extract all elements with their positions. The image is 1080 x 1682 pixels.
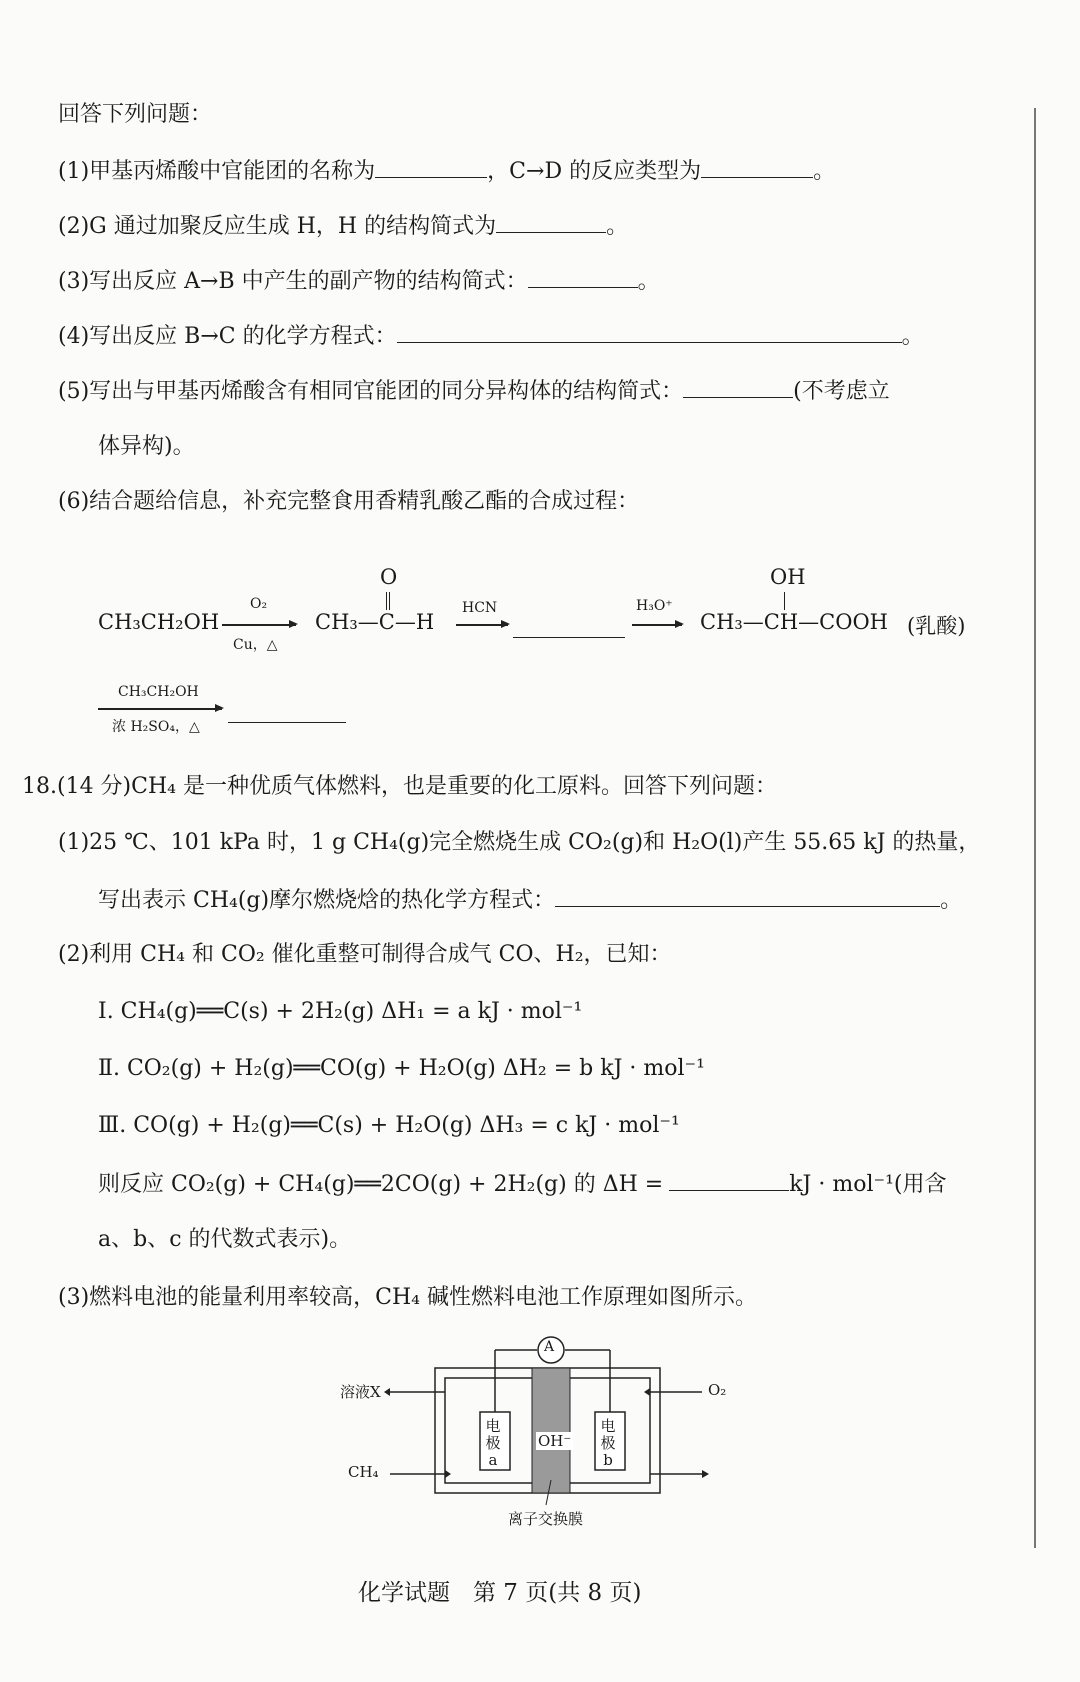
condition-cu: Cu，△ bbox=[233, 637, 278, 653]
electrode-b-label: 电 极 b bbox=[600, 1417, 616, 1469]
reaction-arrow bbox=[98, 708, 222, 710]
answer-blank[interactable] bbox=[375, 155, 487, 178]
answer-blank[interactable] bbox=[669, 1168, 789, 1191]
o2-inlet-label: O₂ bbox=[708, 1381, 727, 1399]
arrow-out-right bbox=[702, 1470, 709, 1478]
equation-2: Ⅱ. CO₂(g) + H₂(g)══CO(g) + H₂O(g) ΔH₂ = b kJ · mol⁻¹ bbox=[98, 1056, 705, 1081]
arrow-in-o2 bbox=[644, 1388, 650, 1396]
condition-ethanol: CH₃CH₂OH bbox=[118, 684, 199, 700]
condition-h3o: H₃O⁺ bbox=[636, 598, 673, 614]
question-17-4: (4)写出反应 B→C 的化学方程式： 。 bbox=[58, 320, 924, 352]
section-header: 回答下列问题： bbox=[58, 102, 213, 127]
answer-blank[interactable] bbox=[683, 375, 793, 398]
condition-h2so4: 浓 H₂SO₄，△ bbox=[112, 719, 200, 735]
ch4-inlet-label: CH₄ bbox=[348, 1463, 379, 1481]
question-18-title: 18.(14 分)CH₄ 是一种优质气体燃料，也是重要的化工原料。回答下列问题： bbox=[22, 774, 777, 799]
answer-blank[interactable] bbox=[528, 265, 638, 288]
question-18-2: (2)利用 CH₄ 和 CO₂ 催化重整可制得合成气 CO、H₂，已知： bbox=[58, 942, 672, 967]
acetaldehyde: CH₃—C—H bbox=[315, 610, 435, 634]
equation-3: Ⅲ. CO(g) + H₂(g)══C(s) + H₂O(g) ΔH₃ = c kJ · mol⁻¹ bbox=[98, 1113, 680, 1138]
page-footer: 化学试题 第 7 页(共 8 页) bbox=[358, 1580, 642, 1606]
hydroxide-label: OH⁻ bbox=[538, 1432, 572, 1450]
reaction-arrow bbox=[222, 624, 296, 626]
fuel-cell-svg bbox=[360, 1330, 740, 1520]
answer-blank[interactable] bbox=[496, 210, 606, 233]
question-17-2: (2)G 通过加聚反应生成 H，H 的结构简式为 。 bbox=[58, 210, 628, 242]
question-17-1: (1)甲基丙烯酸中官能团的名称为 ，C→D 的反应类型为 。 bbox=[58, 155, 835, 187]
equation-1: Ⅰ. CH₄(g)══C(s) + 2H₂(g) ΔH₁ = a kJ · mol⁻¹ bbox=[98, 999, 583, 1024]
lactic-acid-name: (乳酸) bbox=[907, 614, 966, 638]
arrow-in-ch4 bbox=[445, 1470, 451, 1478]
ammeter-label: A bbox=[544, 1339, 555, 1355]
question-17-5: (5)写出与甲基丙烯酸含有相同官能团的同分异构体的结构简式： (不考虑立 bbox=[58, 375, 890, 407]
answer-blank[interactable] bbox=[513, 615, 625, 638]
ethanol: CH₃CH₂OH bbox=[98, 610, 220, 634]
question-17-5-cont: 体异构)。 bbox=[98, 434, 195, 459]
answer-blank[interactable] bbox=[397, 320, 902, 343]
question-18-2-cont: a、b、c 的代数式表示)。 bbox=[98, 1227, 352, 1252]
lactic-acid: CH₃—CH—COOH bbox=[700, 610, 888, 634]
reaction-arrow bbox=[632, 624, 682, 626]
membrane-label: 离子交换膜 bbox=[508, 1510, 584, 1528]
carbonyl-oxygen: O bbox=[380, 565, 398, 589]
ion-exchange-membrane bbox=[532, 1368, 570, 1493]
solution-x-label: 溶液X bbox=[340, 1383, 381, 1401]
question-17-3: (3)写出反应 A→B 中产生的副产物的结构简式： 。 bbox=[58, 265, 660, 297]
question-18-2-ask: 则反应 CO₂(g) + CH₄(g)══2CO(g) + 2H₂(g) 的 ΔH = kJ · mol⁻¹(用含 bbox=[98, 1168, 947, 1200]
condition-o2: O₂ bbox=[250, 596, 268, 612]
electrode-a-label: 电 极 a bbox=[485, 1417, 501, 1469]
question-18-1: (1)25 ℃、101 kPa 时，1 g CH₄(g)完全燃烧生成 CO₂(g)和 H₂O(l)产生 55.65 kJ 的热量， bbox=[58, 830, 981, 855]
hydroxyl-group: OH bbox=[770, 565, 806, 589]
condition-hcn: HCN bbox=[462, 600, 498, 616]
answer-blank[interactable] bbox=[701, 155, 813, 178]
double-bond bbox=[386, 592, 390, 610]
question-18-3: (3)燃料电池的能量利用率较高，CH₄ 碱性燃料电池工作原理如图所示。 bbox=[58, 1285, 757, 1310]
question-17-6: (6)结合题给信息，补充完整食用香精乳酸乙酯的合成过程： bbox=[58, 489, 640, 514]
page-margin-rule bbox=[1034, 108, 1036, 1548]
answer-blank[interactable] bbox=[228, 700, 346, 723]
answer-blank[interactable] bbox=[555, 884, 940, 907]
single-bond bbox=[784, 592, 785, 610]
arrow-out-x bbox=[384, 1388, 390, 1396]
reaction-arrow bbox=[456, 624, 508, 626]
question-18-1-cont: 写出表示 CH₄(g)摩尔燃烧焓的热化学方程式： 。 bbox=[98, 884, 962, 916]
